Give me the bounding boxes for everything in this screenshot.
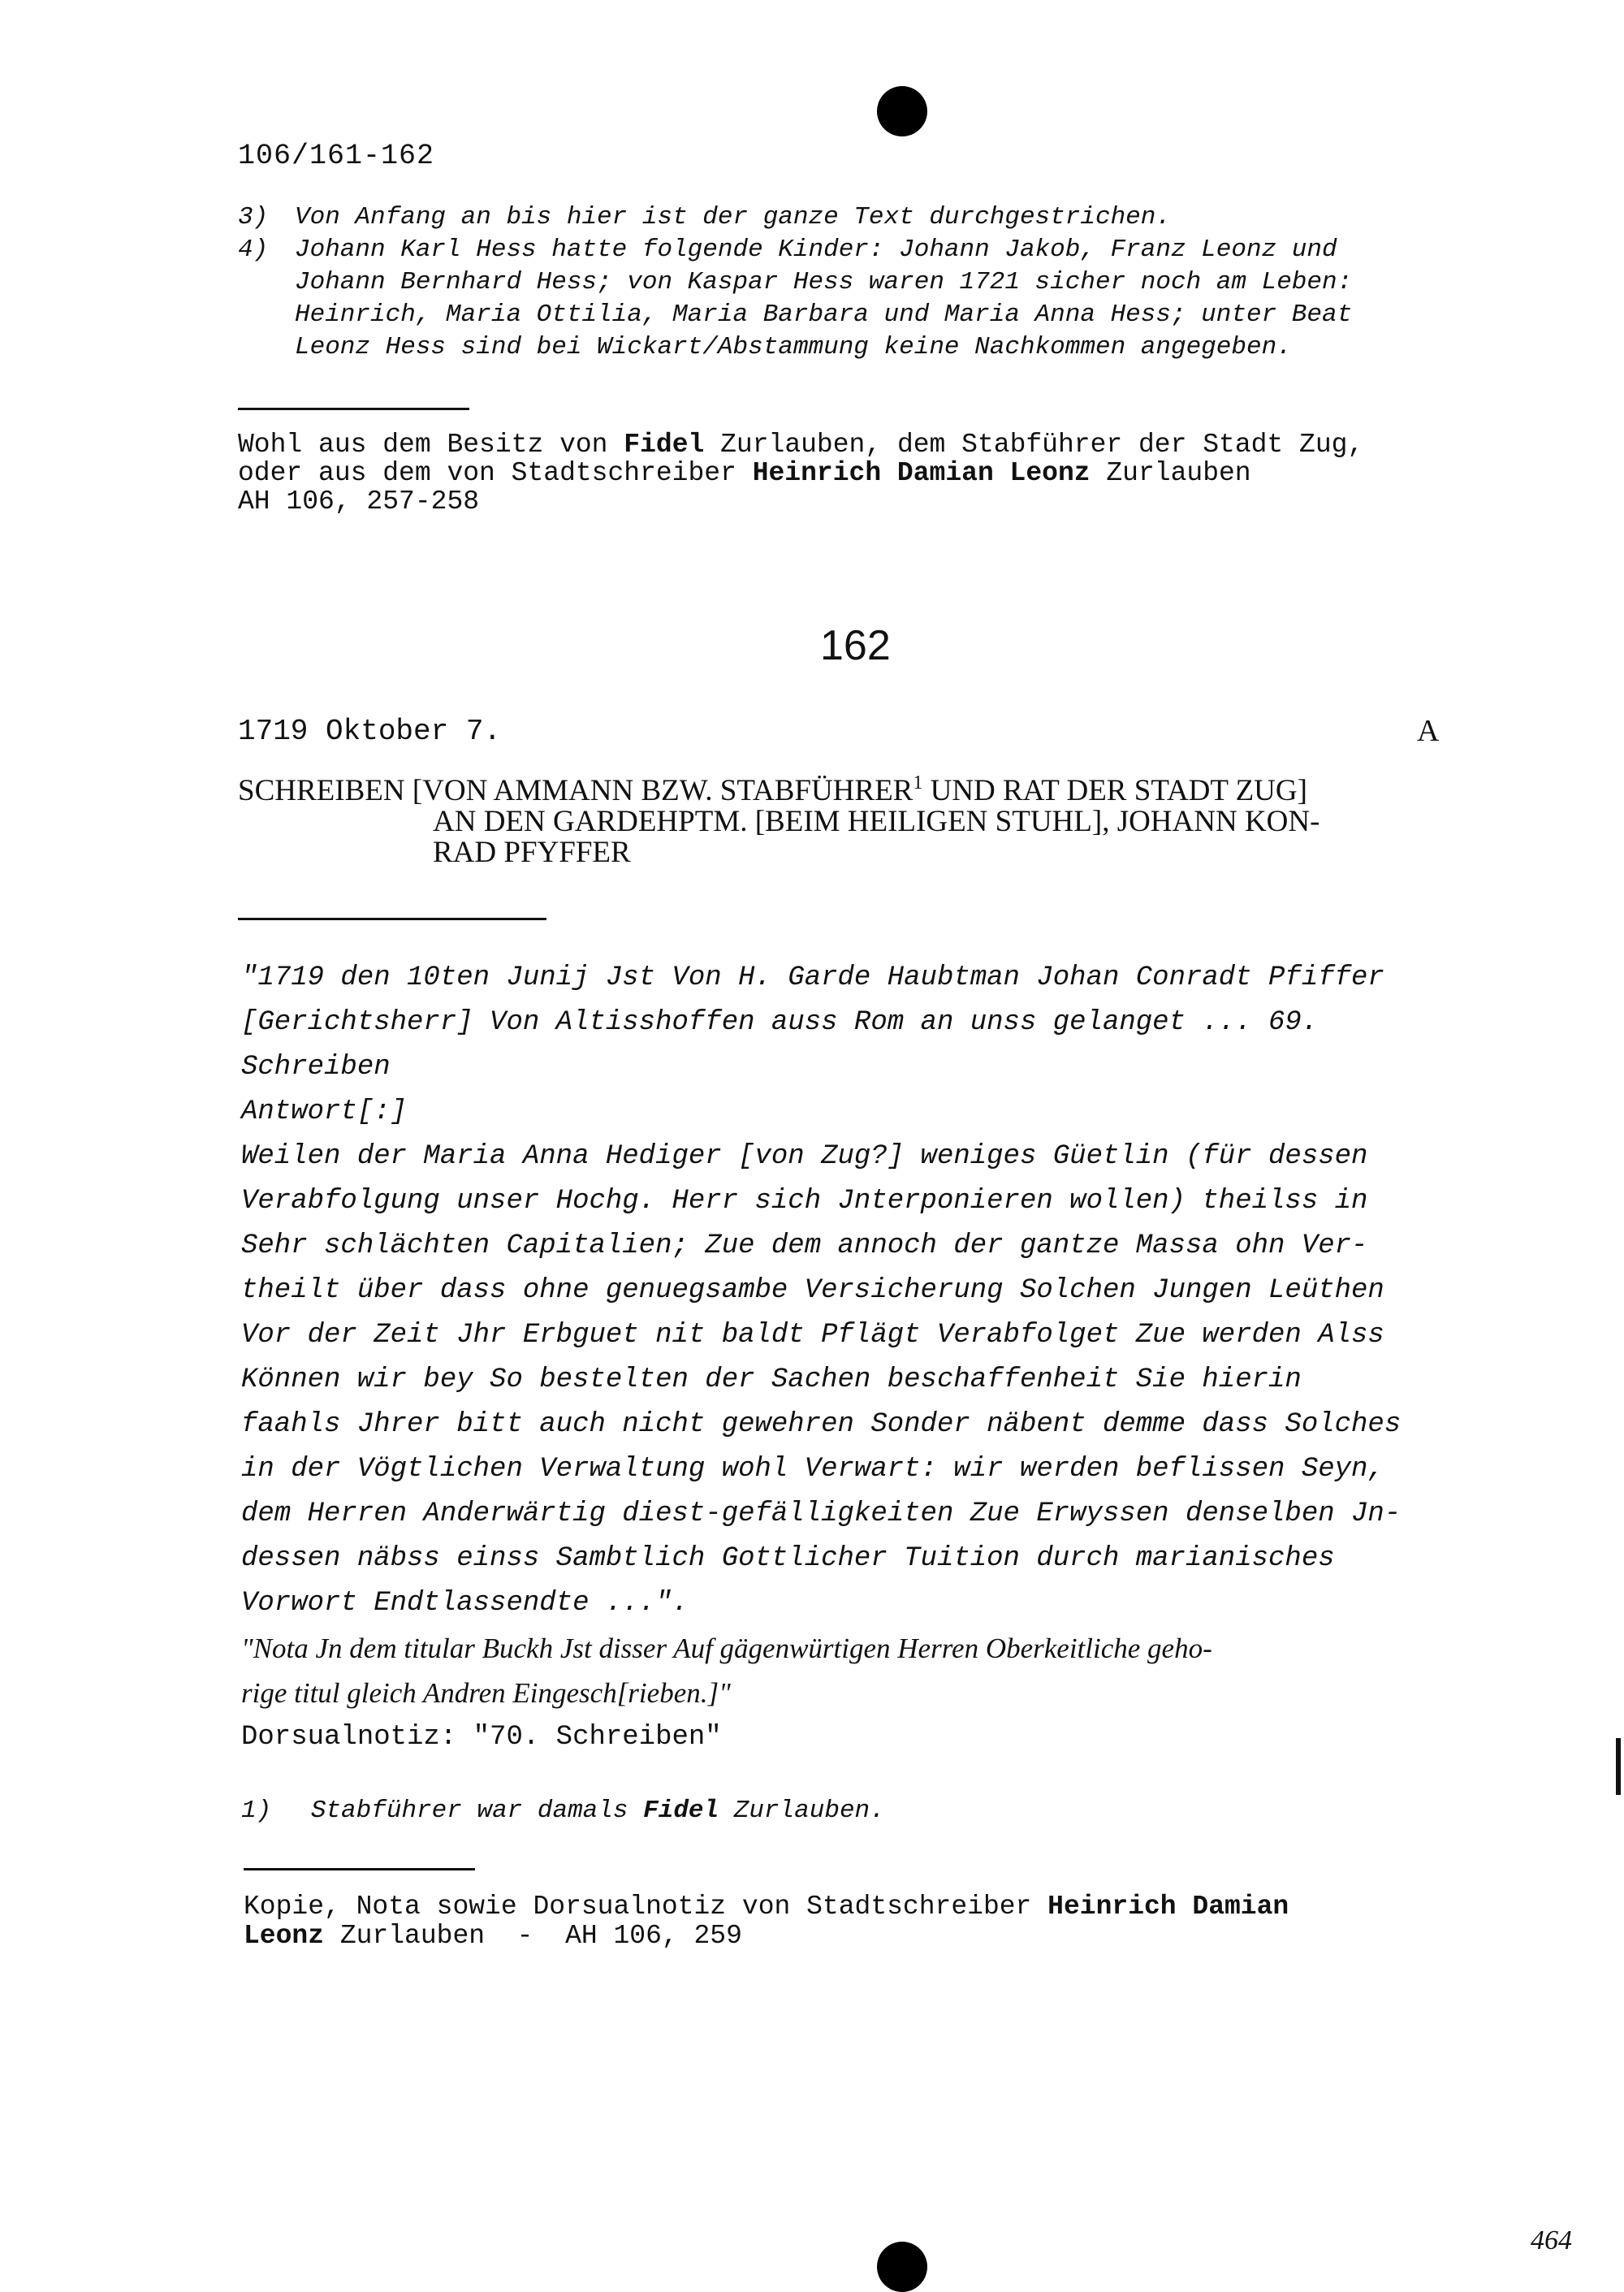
source-name: Heinrich Damian Leonz	[752, 458, 1091, 488]
footnote-item	[238, 203, 1456, 236]
footnote-text: Johann Bernhard Hess; von Kaspar Hess waren 1721 sicher noch am Leben:	[295, 268, 1353, 296]
body-line: dem Herren Anderwärtig diest-gefälligkeiten Zue Erwyssen denselben Jn-	[241, 1498, 1402, 1529]
footnote-number: 3)	[238, 203, 269, 231]
body-line: dessen näbss einss Sambtlich Gottlicher Tuition durch marianisches	[241, 1543, 1335, 1574]
footnotes-top	[238, 203, 1456, 365]
page-number: 464	[1531, 2225, 1572, 2255]
source-text: Zurlauben, dem Stabführer der Stadt Zug,	[704, 430, 1364, 460]
body-line: Vor der Zeit Jhr Erbguet nit baldt Pflägt Verabfolget Zue werden Alss	[241, 1320, 1384, 1351]
scan-edge-mark	[1616, 1738, 1621, 1795]
title-text: UND RAT DER STADT ZUG]	[922, 774, 1307, 807]
body-line: theilt über dass ohne genuegsambe Versicherung Solchen Jungen Leüthen	[241, 1275, 1384, 1306]
footnote-ref: 1	[913, 772, 923, 794]
source-text: Wohl aus dem Besitz von	[238, 430, 624, 460]
footnote-number: 4)	[238, 236, 269, 264]
body-line: Sehr schlächten Capitalien; Zue dem annoch der gantze Massa ohn Ver-	[241, 1230, 1368, 1261]
dorsual-note: Dorsualnotiz: "70. Schreiben"	[241, 1722, 722, 1753]
body-line: "1719 den 10ten Junij Jst Von H. Garde Haubtman Johan Conradt Pfiffer	[241, 962, 1384, 993]
source-name: Leonz	[244, 1921, 325, 1951]
source-note-previous	[238, 430, 1363, 516]
footnote-item	[238, 236, 1456, 268]
header-reference: 106/161-162	[238, 140, 435, 172]
document-number: 162	[820, 622, 891, 669]
document-date: 1719 Oktober 7.	[238, 715, 502, 748]
body-line: Antwort[:]	[241, 1096, 408, 1127]
source-text: Zurlauben	[1090, 458, 1251, 488]
footnote-text: Johann Karl Hess hatte folgende Kinder: Johann Jakob, Franz Leonz und	[295, 236, 1337, 264]
body-line: Schreiben	[241, 1052, 391, 1083]
footnote-bottom	[241, 1797, 885, 1825]
divider-rule	[238, 408, 469, 410]
punch-hole-top	[877, 86, 927, 136]
footnote-number: 1)	[241, 1797, 272, 1825]
footnote-item	[238, 268, 1456, 301]
body-line: Vorwort Endtlassendte ...".	[241, 1588, 689, 1619]
body-line: in der Vögtlichen Verwaltung wohl Verwart: wir werden beflissen Seyn,	[241, 1454, 1384, 1485]
footnote-text: Stabführer war damals	[310, 1797, 644, 1825]
title-text: AN DEN GARDEHPTM. [BEIM HEILIGEN STUHL], JOHANN KON-	[433, 805, 1320, 838]
nota-line: rige titul gleich Andren Eingesch[rieben.]"	[241, 1677, 731, 1709]
footnote-item	[238, 301, 1456, 333]
source-archive-ref: AH 106, 257-258	[238, 487, 480, 517]
document-title	[238, 772, 1320, 869]
footnote-text: Leonz Hess sind bei Wickart/Abstammung keine Nachkommen angegeben.	[295, 333, 1292, 361]
punch-hole-bottom	[877, 2242, 927, 2292]
footnote-text: Heinrich, Maria Ottilia, Maria Barbara und Maria Anna Hess; unter Beat	[295, 301, 1353, 329]
footnote-text: Zurlauben.	[719, 1797, 885, 1825]
title-text: RAD PFYFFER	[433, 836, 631, 869]
source-text: Kopie, Nota sowie Dorsualnotiz von Stadtschreiber	[244, 1892, 1048, 1922]
body-line: [Gerichtsherr] Von Altisshoffen auss Rom an unss gelanget ... 69.	[241, 1007, 1319, 1038]
divider-rule	[244, 1868, 475, 1870]
divider-rule	[238, 918, 546, 920]
source-text: Zurlauben - AH 106, 259	[324, 1921, 742, 1951]
body-line: Können wir bey So bestelten der Sachen beschaffenheit Sie hierin	[241, 1364, 1302, 1395]
title-text: SCHREIBEN [VON AMMANN BZW. STABFÜHRER	[238, 774, 914, 807]
body-line: Verabfolgung unser Hochg. Herr sich Jnterponieren wollen) theilss in	[241, 1186, 1368, 1217]
document-type: A	[1417, 714, 1440, 748]
body-line: faahls Jhrer bitt auch nicht gewehren Sonder näbent demme dass Solches	[241, 1409, 1402, 1440]
source-name: Fidel	[624, 430, 705, 460]
source-name: Heinrich Damian	[1047, 1892, 1289, 1922]
source-note-document	[244, 1892, 1289, 1951]
nota-line: "Nota Jn dem titular Buckh Jst disser Auf gägenwürtigen Herren Oberkeitliche geho-	[241, 1633, 1212, 1664]
footnote-item	[238, 333, 1456, 365]
source-text: oder aus dem von Stadtschreiber	[238, 458, 753, 488]
footnote-text: Von Anfang an bis hier ist der ganze Text durchgestrichen.	[295, 203, 1171, 231]
footnote-name: Fidel	[643, 1797, 719, 1825]
body-line: Weilen der Maria Anna Hediger [von Zug?] weniges Güetlin (für dessen	[241, 1141, 1368, 1172]
